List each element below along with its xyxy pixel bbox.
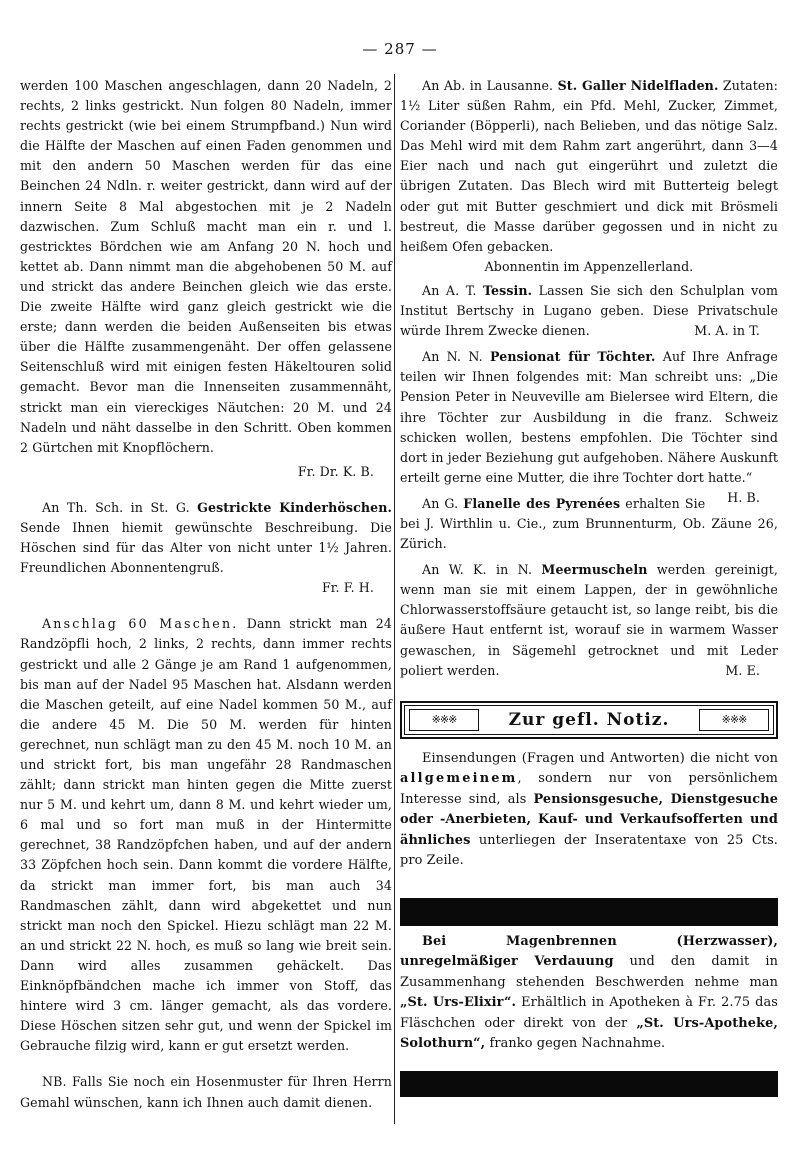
advertisement-st-urs-elixir (400, 932, 778, 1055)
ornament-right-icon: ※※※ (699, 709, 769, 731)
notice-text-categories: Pensionsgesuche, Dienstgesuche oder -Anerbieten, Kauf- und Verkaufsofferten und ähnliches (400, 791, 778, 848)
ad-pharmacy-name: „St. Urs-Apotheke, Solothurn“, (400, 1015, 778, 1052)
page-number: — 287 — (362, 40, 438, 58)
recipe-nidelfladen (400, 76, 778, 257)
recipe-recipient: An Ab. in Lausanne. (422, 78, 554, 93)
reply-topic: Gestrickte Kinderhöschen. (197, 499, 392, 515)
ad-text-part: franko gegen Nachnahme. (485, 1036, 666, 1052)
notice-text-part: unterliegen der Inseratentaxe von 25 Cts. pro Zeile. (400, 832, 778, 869)
left-column (20, 76, 392, 1113)
notice-text-emphasis: allgemeinem (400, 771, 518, 787)
reply-tessin-body: Lassen Sie sich den Schulplan vom Institut Bertschy in Lugano geben. Diese Privatschule würde Ihrem Zwecke dienen. (400, 282, 779, 339)
column-divider (394, 74, 395, 1124)
reply-tessin-recipient: An A. T. (422, 282, 477, 298)
reply-recipient: An Th. Sch. in St. G. (42, 499, 190, 515)
reply-knitted-children-pants (20, 498, 392, 578)
notice-text-part: Einsendungen (Fragen und Antworten) die nicht von (422, 750, 778, 766)
cast-on-instructions (20, 614, 392, 1056)
ad-top-bar (400, 898, 778, 926)
reply-meermuscheln-recipient: An W. K. in N. (422, 562, 533, 578)
ad-text-part: und den damit in Zusammenhang stehenden Beschwerden nehme man (400, 954, 778, 990)
reply-meermuscheln (400, 560, 778, 681)
knitting-instructions-continued: werden 100 Maschen angeschlagen, dann 20 Nadeln, 2 rechts, 2 links gestrickt. Nun folgen 80 Nadeln, immer rechts gestrickt (wie bei einem Strumpfband.) Nun wird die Hälfte der Maschen auf einen Faden genommen und mit den andern 50 Maschen werden für das eine Beinchen 24 Ndln. r. weiter gestrickt, dann wird auf der innern Seite 8 Mal abgestochen mit je 2 Nadeln dazwischen. Zum Schluß macht man ein r. und l. gestricktes Bördchen wie am Anfang 20 N. hoch und kettet ab. Dann nimmt man die abgehobenen 50 M. auf und strickt das andere Beinchen gleich wie das erste. Die zweite Hälfte wird ganz gleich gestrickt wie die erste; dann werden die beiden Außenseiten bis etwas über die Hälfte zusammengenäht. Der offen gelassene Seitenschluß wird mit einigen festen Häkeltouren solid gemacht. Bevor man die Innenseiten zusammennäht, strickt man ein viereckiges Näutchen: 20 M. und 24 Nadeln und näht dasselbe in den Schritt. Oben kommen 2 Gürtchen mit Knopflöchern. (20, 78, 392, 455)
notice-text-part: , sondern nur von persönlichem Interesse sind, als (400, 771, 778, 807)
ad-product-name: „St. Urs-Elixir“. (400, 995, 517, 1011)
ad-headline: Bei Magenbrennen (Herzwasser), unregelmäßiger Verdauung (400, 933, 778, 970)
cast-on-body: Dann strickt man 24 Randzöpfli hoch, 2 links, 2 rechts, dann immer rechts gestrickt und alle 2 Gänge je am Rand 1 aufgenommen, bis man auf der Nadel 95 Maschen hat. Alsdann werden die Maschen geteilt, auf eine Nadel kommen 50 M., auf die andere 45 M. Die 50 M. werden für hinten gerechnet, nun schlägt man zu den 45 M. noch 10 M. an und strickt fort, bis man ungefähr 28 Randmaschen zählt; dann strickt man hinten gegen die Mitte zuerst nur 5 M. und kehrt um, dann 8 M. und kehrt wieder um, 6 mal und so fort man muß in der Hintermitte gerechnet, 38 Randzöpfchen haben, und auf der andern 33 Zöpfchen hoch sein. Dann kommt die vordere Hälfte, da strickt man immer fort, bis man auch 34 Randmaschen zählt, dann wird abgekettet und nun strickt man noch den Spickel. Hiezu schlägt man 22 M. an und strickt 22 N. hoch, es muß so lang wie breit sein. Dann wird alles zusammen gehäckelt. Das Einknöpfbändchen mache ich immer von Stoff, das hintere wird 3 cm. länger gemacht, als das vordere. Diese Höschen sitzen sehr gut, und wenn der Spickel im Gebrauche filzig wird, kann er gut ersetzt werden. (20, 616, 393, 1054)
reply-flanelle-topic: Flanelle des Pyrenées (463, 495, 621, 511)
ad-text-part: Erhältlich in Apotheken à Fr. 2.75 das Fläschchen oder direkt von der (400, 995, 778, 1031)
signature-me: M. E. (725, 662, 760, 678)
notice-title: Zur gefl. Notiz. (508, 709, 670, 730)
signature-hb: H. B. (727, 489, 760, 505)
reply-tessin (400, 281, 778, 341)
recipe-title: St. Galler Nidelfladen. (557, 78, 719, 93)
nb-note: NB. Falls Sie noch ein Hosenmuster für Ihren Herrn Gemahl wünschen, kann ich Ihnen auch damit dienen. (20, 1074, 392, 1110)
reply-flanelle-recipient: An G. (422, 495, 459, 511)
signature-ff-h: Fr. F. H. (321, 580, 374, 596)
cast-on-heading: Anschlag 60 Maschen. (42, 616, 239, 632)
reply-pensionat-body: Auf Ihre Anfrage teilen wir Ihnen folgendes mit: Man schreibt uns: „Die Pension Peter in Neuveville am Bielersee wird Eltern, die ihre Töchter zur Ausbildung in die franz. Schweiz schicken wollen, bestens empfohlen. Die Töchter sind dort in jeder Beziehung gut aufgehoben. Nähere Auskunft erteilt gerne eine Mutter, die ihre Tochter dort hatte.“ (400, 349, 778, 485)
reply-meermuscheln-topic: Meermuscheln (541, 562, 648, 578)
recipe-body: Zutaten: 1½ Liter süßen Rahm, ein Pfd. Mehl, Zucker, Zimmet, Coriander (Böpperli), nach Belieben, und das nötige Salz. Das Mehl wird mit dem Rahm zart angerührt, dann 3—4 Eier nach und nach gut eingerührt und zuletzt die übrigen Zutaten. Das Blech wird mit Butterteig belegt oder gut mit Butter geschmiert und dick mit Brösmeli bestreut, die Masse darüber gegossen und in nicht zu heißem Ofen gebacken. (400, 78, 779, 254)
reply-meermuscheln-body: werden gereinigt, wenn man sie mit einem Lappen, der in gewöhnliche Chlorwasserstoffsäure getaucht ist, so lange reibt, bis die äußere Haut entfernt ist, worauf sie in warmem Wasser gewaschen, in Sägemehl getrocknet und mit Leder poliert werden. (400, 562, 778, 678)
right-column (400, 76, 778, 1097)
reply-tessin-topic: Tessin. (482, 282, 533, 298)
notice-text (400, 749, 778, 872)
signature-ma-in-t: M. A. in T. (694, 323, 760, 339)
reply-flanelle-body: erhalten Sie bei J. Wirthlin u. Cie., zum Brunnenturm, Ob. Zäune 26, Zürich. (400, 495, 778, 552)
signature-appenzellerland: Abonnentin im Appenzellerland. (484, 258, 694, 274)
ornament-left-icon: ※※※ (409, 709, 479, 731)
reply-pensionat-recipient: An N. N. (422, 349, 483, 365)
reply-pensionat-topic: Pensionat für Töchter. (489, 349, 656, 365)
ad-bottom-bar (400, 1071, 778, 1097)
notice-banner (400, 701, 778, 739)
signature-dr-kb: Fr. Dr. K. B. (297, 463, 374, 479)
reply-body: Sende Ihnen hiemit gewünschte Beschreibung. Die Höschen sind für das Alter von nicht unter 1½ Jahren. Freundlichen Abonnentengruß. (20, 519, 392, 576)
